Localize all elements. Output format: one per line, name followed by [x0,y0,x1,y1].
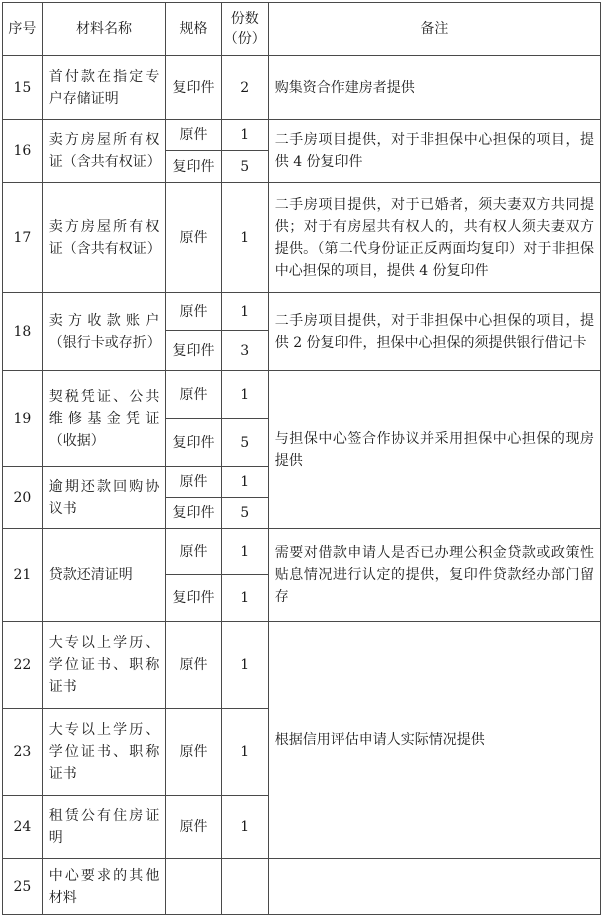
table-row [3,859,601,915]
remark-cell: 与担保中心签合作协议并采用担保中心担保的现房提供 [268,371,600,529]
qty-cell: 1 [221,529,268,575]
material-name: 卖方收款账户（银行卡或存折） [42,293,166,371]
spec-cell: 复印件 [166,331,221,371]
row-no: 25 [3,859,43,915]
material-name: 大专以上学历、学位证书、职称证书 [42,622,166,709]
material-name: 租赁公有住房证明 [42,796,166,859]
row-no: 19 [3,371,43,467]
qty-cell: 1 [221,371,268,419]
table-row [3,529,601,575]
qty-cell: 1 [221,120,268,151]
remark-cell [268,859,600,915]
qty-cell: 1 [221,293,268,331]
remark-cell: 二手房项目提供，对于非担保中心担保的项目，提供 4 份复印件 [268,120,600,183]
qty-cell: 1 [221,796,268,859]
material-name: 逾期还款回购协议书 [42,467,166,529]
qty-cell: 5 [221,498,268,529]
row-no: 22 [3,622,43,709]
qty-cell: 1 [221,622,268,709]
material-name: 卖方房屋所有权证（含共有权证） [42,120,166,183]
header-spec: 规格 [166,3,221,56]
remark-cell: 二手房项目提供，对于已婚者，须夫妻双方共同提供；对于有房屋共有权人的，共有权人须夫妻双方提供。（第二代身份证正反两面均复印）对于非担保中心担保的项目，提供 4 份复印件 [268,183,600,293]
row-no: 24 [3,796,43,859]
qty-cell [221,859,268,915]
spec-cell: 复印件 [166,56,221,120]
spec-cell: 复印件 [166,575,221,622]
row-no: 16 [3,120,43,183]
table-row [3,183,601,293]
material-name: 大专以上学历、学位证书、职称证书 [42,709,166,796]
row-no: 23 [3,709,43,796]
spec-cell: 原件 [166,293,221,331]
spec-cell: 复印件 [166,498,221,529]
spec-cell: 原件 [166,467,221,498]
materials-table [2,2,601,915]
spec-cell: 原件 [166,120,221,151]
material-name: 契税凭证、公共维修基金凭证（收据） [42,371,166,467]
material-name: 中心要求的其他材料 [42,859,166,915]
qty-cell: 5 [221,419,268,467]
spec-cell: 原件 [166,796,221,859]
qty-cell: 3 [221,331,268,371]
spec-cell: 原件 [166,709,221,796]
row-no: 20 [3,467,43,529]
material-name: 首付款在指定专户存储证明 [42,56,166,120]
header-remark: 备注 [268,3,600,56]
table-row [3,371,601,419]
qty-cell: 1 [221,183,268,293]
spec-cell: 原件 [166,529,221,575]
header-row [3,3,601,56]
row-no: 15 [3,56,43,120]
table-row [3,120,601,151]
header-no: 序号 [3,3,43,56]
qty-cell: 1 [221,467,268,498]
spec-cell: 原件 [166,183,221,293]
table-row [3,293,601,331]
spec-cell: 原件 [166,371,221,419]
spec-cell: 复印件 [166,151,221,183]
table-row [3,622,601,709]
qty-cell: 5 [221,151,268,183]
remark-cell: 购集资合作建房者提供 [268,56,600,120]
remark-cell: 需要对借款申请人是否已办理公积金贷款或政策性贴息情况进行认定的提供，复印件贷款经办部门留存 [268,529,600,622]
material-name: 卖方房屋所有权证（含共有权证） [42,183,166,293]
row-no: 18 [3,293,43,371]
qty-cell: 1 [221,709,268,796]
qty-cell: 2 [221,56,268,120]
remark-cell: 二手房项目提供，对于非担保中心担保的项目，提供 2 份复印件，担保中心担保的须提供银行借记卡 [268,293,600,371]
header-qty: 份数 （份） [221,3,268,56]
row-no: 21 [3,529,43,622]
row-no: 17 [3,183,43,293]
material-name: 贷款还清证明 [42,529,166,622]
spec-cell [166,859,221,915]
spec-cell: 复印件 [166,419,221,467]
header-name: 材料名称 [42,3,166,56]
remark-cell: 根据信用评估申请人实际情况提供 [268,622,600,859]
qty-cell: 1 [221,575,268,622]
table-row [3,56,601,120]
spec-cell: 原件 [166,622,221,709]
